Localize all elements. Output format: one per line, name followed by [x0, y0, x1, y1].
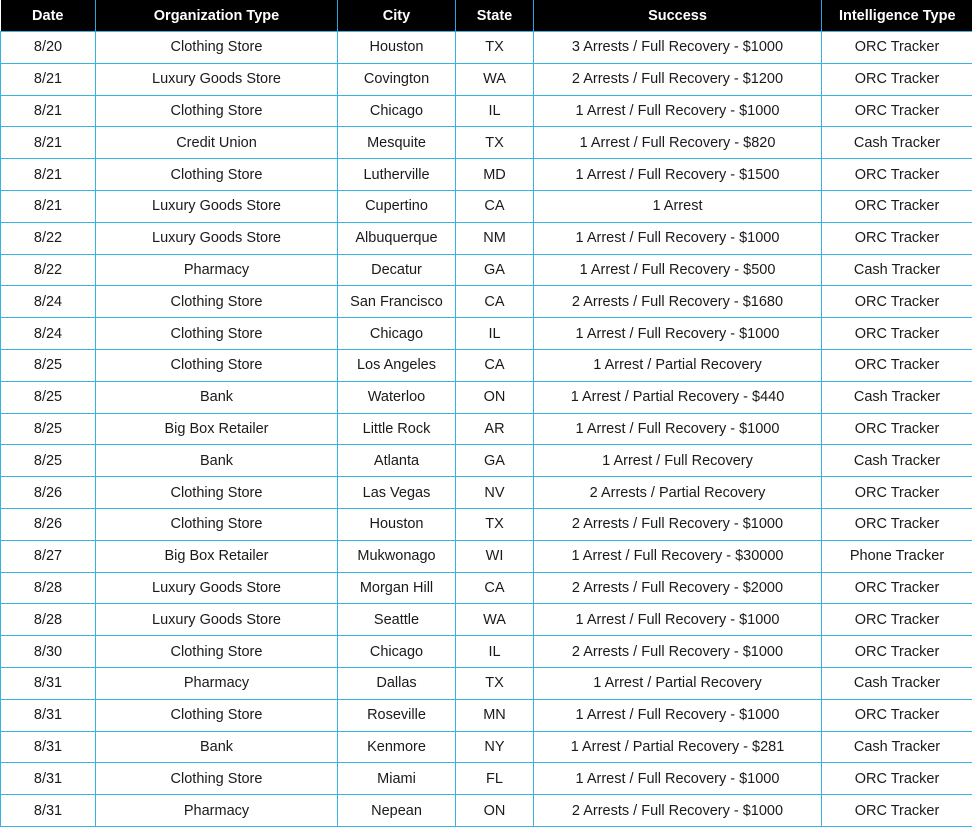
- cell-intelligence-type: ORC Tracker: [822, 63, 972, 95]
- cell-intelligence-type: ORC Tracker: [822, 32, 972, 64]
- cell-organization-type: Clothing Store: [96, 32, 338, 64]
- column-header-state: State: [456, 0, 534, 32]
- cell-organization-type: Credit Union: [96, 127, 338, 159]
- cell-success: 1 Arrest / Full Recovery - $1000: [534, 318, 822, 350]
- table-row: [1, 540, 972, 572]
- table-row: [1, 95, 972, 127]
- table-row: [1, 604, 972, 636]
- cell-date: 8/22: [1, 222, 96, 254]
- cell-date: 8/28: [1, 604, 96, 636]
- cell-state: GA: [456, 445, 534, 477]
- cell-state: CA: [456, 190, 534, 222]
- cell-date: 8/30: [1, 636, 96, 668]
- table-row: [1, 159, 972, 191]
- cell-intelligence-type: ORC Tracker: [822, 795, 972, 827]
- cell-date: 8/20: [1, 32, 96, 64]
- cell-state: ON: [456, 795, 534, 827]
- cell-success: 1 Arrest / Full Recovery - $1000: [534, 222, 822, 254]
- cell-intelligence-type: ORC Tracker: [822, 699, 972, 731]
- cell-city: Chicago: [338, 95, 456, 127]
- cell-intelligence-type: Cash Tracker: [822, 254, 972, 286]
- column-header-organization-type: Organization Type: [96, 0, 338, 32]
- cell-date: 8/22: [1, 254, 96, 286]
- cell-city: Covington: [338, 63, 456, 95]
- cell-state: CA: [456, 572, 534, 604]
- cell-state: TX: [456, 667, 534, 699]
- cell-intelligence-type: ORC Tracker: [822, 286, 972, 318]
- cell-success: 1 Arrest / Full Recovery - $1000: [534, 699, 822, 731]
- cell-organization-type: Luxury Goods Store: [96, 604, 338, 636]
- cell-city: Chicago: [338, 636, 456, 668]
- cell-success: 1 Arrest / Full Recovery - $30000: [534, 540, 822, 572]
- cell-intelligence-type: ORC Tracker: [822, 318, 972, 350]
- cell-state: NM: [456, 222, 534, 254]
- cell-organization-type: Luxury Goods Store: [96, 63, 338, 95]
- cell-intelligence-type: ORC Tracker: [822, 508, 972, 540]
- cell-city: Morgan Hill: [338, 572, 456, 604]
- cell-state: IL: [456, 636, 534, 668]
- cell-date: 8/21: [1, 159, 96, 191]
- cell-city: Kenmore: [338, 731, 456, 763]
- cell-organization-type: Bank: [96, 445, 338, 477]
- cell-city: Nepean: [338, 795, 456, 827]
- cell-intelligence-type: ORC Tracker: [822, 572, 972, 604]
- column-header-date: Date: [1, 0, 96, 32]
- cell-city: Lutherville: [338, 159, 456, 191]
- cell-state: TX: [456, 32, 534, 64]
- cell-date: 8/31: [1, 699, 96, 731]
- cell-intelligence-type: ORC Tracker: [822, 413, 972, 445]
- table-row: [1, 381, 972, 413]
- cell-date: 8/26: [1, 477, 96, 509]
- cell-organization-type: Clothing Store: [96, 349, 338, 381]
- table-row: [1, 763, 972, 795]
- cell-intelligence-type: Cash Tracker: [822, 127, 972, 159]
- cell-date: 8/21: [1, 127, 96, 159]
- cell-date: 8/24: [1, 286, 96, 318]
- cell-organization-type: Big Box Retailer: [96, 413, 338, 445]
- cell-intelligence-type: Cash Tracker: [822, 667, 972, 699]
- cell-date: 8/31: [1, 795, 96, 827]
- cell-organization-type: Luxury Goods Store: [96, 572, 338, 604]
- table-row: [1, 190, 972, 222]
- table-row: [1, 286, 972, 318]
- cell-intelligence-type: ORC Tracker: [822, 159, 972, 191]
- table-row: [1, 477, 972, 509]
- cell-intelligence-type: Cash Tracker: [822, 445, 972, 477]
- cell-state: GA: [456, 254, 534, 286]
- cell-state: MD: [456, 159, 534, 191]
- cell-city: Atlanta: [338, 445, 456, 477]
- cell-organization-type: Clothing Store: [96, 508, 338, 540]
- cell-state: IL: [456, 95, 534, 127]
- cell-state: ON: [456, 381, 534, 413]
- table-header: [1, 0, 972, 32]
- cell-organization-type: Clothing Store: [96, 159, 338, 191]
- cell-date: 8/25: [1, 413, 96, 445]
- cell-organization-type: Luxury Goods Store: [96, 190, 338, 222]
- cell-state: CA: [456, 349, 534, 381]
- cell-state: FL: [456, 763, 534, 795]
- cell-date: 8/31: [1, 731, 96, 763]
- cell-state: IL: [456, 318, 534, 350]
- cell-intelligence-type: Phone Tracker: [822, 540, 972, 572]
- cell-intelligence-type: ORC Tracker: [822, 636, 972, 668]
- table-row: [1, 699, 972, 731]
- cell-success: 2 Arrests / Full Recovery - $2000: [534, 572, 822, 604]
- cell-state: WI: [456, 540, 534, 572]
- cell-date: 8/31: [1, 763, 96, 795]
- cell-success: 1 Arrest / Full Recovery - $820: [534, 127, 822, 159]
- cell-state: NV: [456, 477, 534, 509]
- cell-success: 1 Arrest / Full Recovery - $500: [534, 254, 822, 286]
- cell-state: TX: [456, 127, 534, 159]
- cell-success: 2 Arrests / Full Recovery - $1200: [534, 63, 822, 95]
- cell-success: 2 Arrests / Full Recovery - $1000: [534, 508, 822, 540]
- cell-organization-type: Clothing Store: [96, 636, 338, 668]
- cell-date: 8/28: [1, 572, 96, 604]
- cell-success: 1 Arrest / Full Recovery: [534, 445, 822, 477]
- cell-state: TX: [456, 508, 534, 540]
- table-row: [1, 636, 972, 668]
- cell-state: NY: [456, 731, 534, 763]
- column-header-success: Success: [534, 0, 822, 32]
- cell-date: 8/25: [1, 349, 96, 381]
- column-header-intelligence-type: Intelligence Type: [822, 0, 972, 32]
- cell-city: Decatur: [338, 254, 456, 286]
- cell-city: Waterloo: [338, 381, 456, 413]
- cell-state: WA: [456, 63, 534, 95]
- table-body: [1, 32, 972, 827]
- table-row: [1, 572, 972, 604]
- cell-intelligence-type: ORC Tracker: [822, 190, 972, 222]
- cell-organization-type: Pharmacy: [96, 667, 338, 699]
- cell-intelligence-type: ORC Tracker: [822, 477, 972, 509]
- table-row: [1, 349, 972, 381]
- cell-state: WA: [456, 604, 534, 636]
- cell-intelligence-type: Cash Tracker: [822, 731, 972, 763]
- cell-success: 1 Arrest / Full Recovery - $1500: [534, 159, 822, 191]
- cell-organization-type: Bank: [96, 731, 338, 763]
- cell-success: 1 Arrest / Full Recovery - $1000: [534, 763, 822, 795]
- cell-city: Little Rock: [338, 413, 456, 445]
- cell-organization-type: Big Box Retailer: [96, 540, 338, 572]
- cell-city: San Francisco: [338, 286, 456, 318]
- cell-organization-type: Luxury Goods Store: [96, 222, 338, 254]
- cell-organization-type: Clothing Store: [96, 699, 338, 731]
- cell-organization-type: Clothing Store: [96, 286, 338, 318]
- cell-organization-type: Clothing Store: [96, 95, 338, 127]
- table-row: [1, 508, 972, 540]
- cell-date: 8/25: [1, 445, 96, 477]
- cell-organization-type: Pharmacy: [96, 254, 338, 286]
- header-row: [1, 0, 972, 32]
- cell-success: 1 Arrest / Partial Recovery: [534, 667, 822, 699]
- cell-success: 1 Arrest / Partial Recovery - $440: [534, 381, 822, 413]
- cell-date: 8/21: [1, 95, 96, 127]
- table-row: [1, 222, 972, 254]
- cell-date: 8/26: [1, 508, 96, 540]
- cell-intelligence-type: Cash Tracker: [822, 381, 972, 413]
- cell-intelligence-type: ORC Tracker: [822, 604, 972, 636]
- cell-organization-type: Pharmacy: [96, 795, 338, 827]
- table-row: [1, 731, 972, 763]
- cell-success: 1 Arrest: [534, 190, 822, 222]
- cell-success: 1 Arrest / Partial Recovery: [534, 349, 822, 381]
- cell-date: 8/21: [1, 190, 96, 222]
- cell-state: MN: [456, 699, 534, 731]
- cell-city: Roseville: [338, 699, 456, 731]
- cell-organization-type: Clothing Store: [96, 318, 338, 350]
- cell-success: 2 Arrests / Partial Recovery: [534, 477, 822, 509]
- cell-success: 1 Arrest / Full Recovery - $1000: [534, 604, 822, 636]
- cell-city: Seattle: [338, 604, 456, 636]
- cell-success: 1 Arrest / Full Recovery - $1000: [534, 95, 822, 127]
- cell-date: 8/31: [1, 667, 96, 699]
- cell-intelligence-type: ORC Tracker: [822, 763, 972, 795]
- cell-success: 2 Arrests / Full Recovery - $1000: [534, 795, 822, 827]
- cell-city: Mukwonago: [338, 540, 456, 572]
- cell-city: Mesquite: [338, 127, 456, 159]
- cell-success: 1 Arrest / Partial Recovery - $281: [534, 731, 822, 763]
- cell-date: 8/27: [1, 540, 96, 572]
- cell-city: Los Angeles: [338, 349, 456, 381]
- cell-state: CA: [456, 286, 534, 318]
- cell-city: Cupertino: [338, 190, 456, 222]
- cell-intelligence-type: ORC Tracker: [822, 222, 972, 254]
- cell-city: Albuquerque: [338, 222, 456, 254]
- cell-success: 3 Arrests / Full Recovery - $1000: [534, 32, 822, 64]
- cell-organization-type: Clothing Store: [96, 763, 338, 795]
- table-row: [1, 318, 972, 350]
- cell-date: 8/25: [1, 381, 96, 413]
- cell-intelligence-type: ORC Tracker: [822, 349, 972, 381]
- column-header-city: City: [338, 0, 456, 32]
- cell-city: Chicago: [338, 318, 456, 350]
- cell-date: 8/24: [1, 318, 96, 350]
- cell-success: 1 Arrest / Full Recovery - $1000: [534, 413, 822, 445]
- cell-success: 2 Arrests / Full Recovery - $1680: [534, 286, 822, 318]
- table-row: [1, 254, 972, 286]
- table-row: [1, 127, 972, 159]
- cell-success: 2 Arrests / Full Recovery - $1000: [534, 636, 822, 668]
- table-row: [1, 413, 972, 445]
- cell-date: 8/21: [1, 63, 96, 95]
- cell-city: Las Vegas: [338, 477, 456, 509]
- cell-state: AR: [456, 413, 534, 445]
- cell-city: Houston: [338, 508, 456, 540]
- table-row: [1, 63, 972, 95]
- cell-intelligence-type: ORC Tracker: [822, 95, 972, 127]
- cell-city: Houston: [338, 32, 456, 64]
- table-row: [1, 32, 972, 64]
- table-row: [1, 795, 972, 827]
- table-row: [1, 667, 972, 699]
- cell-organization-type: Bank: [96, 381, 338, 413]
- cell-organization-type: Clothing Store: [96, 477, 338, 509]
- cell-city: Dallas: [338, 667, 456, 699]
- table-row: [1, 445, 972, 477]
- cell-city: Miami: [338, 763, 456, 795]
